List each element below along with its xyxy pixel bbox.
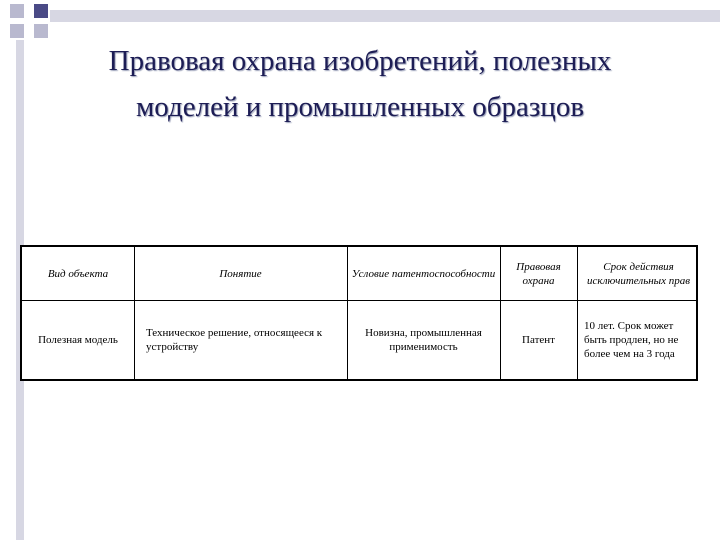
header-patentability-condition: Условие патентоспособности [351, 267, 496, 280]
cell-rights-term: 10 лет. Срок может быть продлен, но не более чем на 3 года [584, 320, 679, 360]
comparison-table [20, 245, 698, 381]
header-rights-term: Срок действия исключительных прав [586, 260, 691, 287]
header-legal-protection: Правовая охрана [516, 260, 561, 287]
cell-legal-protection: Патент [522, 334, 555, 346]
decor-square-accent [34, 4, 48, 18]
column-divider [347, 247, 348, 379]
header-object-type: Вид объекта [47, 267, 109, 280]
decor-square [10, 24, 24, 38]
column-divider [134, 247, 135, 379]
slide-title-line-1: Правовая охрана изобретений, полезных [108, 45, 612, 77]
slide-title-line-2: моделей и промышленных образцов [135, 91, 585, 123]
column-divider [577, 247, 578, 379]
header-concept: Понятие [219, 267, 262, 280]
cell-patentability-condition: Новизна, промышленная применимость [365, 327, 482, 353]
decor-square [34, 24, 48, 38]
cell-object-type: Полезная модель [38, 334, 118, 346]
decor-square [10, 4, 24, 18]
column-divider [500, 247, 501, 379]
slide-title [40, 38, 680, 130]
cell-concept: Техническое решение, относящееся к устройству [146, 327, 323, 353]
decor-top-bar [50, 10, 720, 22]
